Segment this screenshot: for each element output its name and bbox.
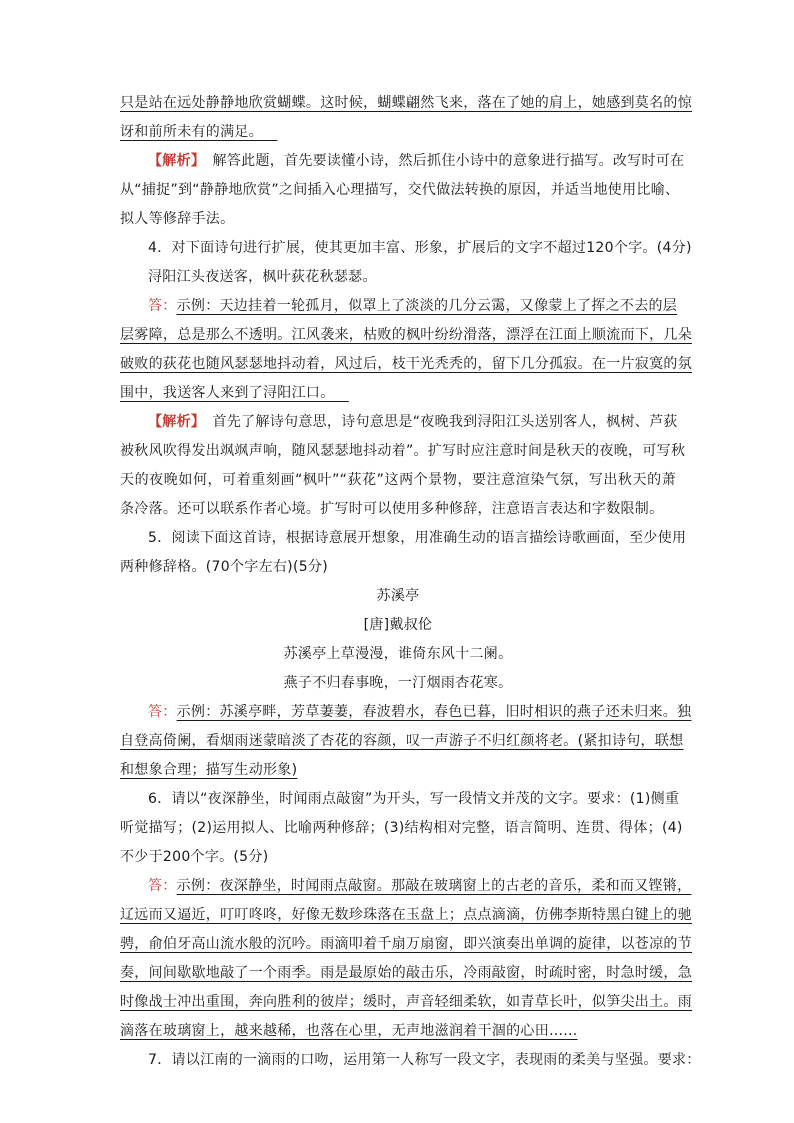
question-6-stem-line-2 bbox=[120, 814, 683, 843]
answer-6-line-1 bbox=[120, 872, 692, 901]
answer-label: 答： bbox=[148, 704, 177, 720]
analysis-3-line-1 bbox=[120, 147, 685, 176]
analysis-text: 首先了解诗句意思，诗句意思是“夜晚我到浔阳江头送别客人，枫树、芦荻 bbox=[212, 414, 678, 430]
answer-4-line-1 bbox=[120, 292, 676, 321]
question-6-stem-line-1 bbox=[120, 785, 680, 814]
answer-text: 骋，俞伯牙高山流水般的沉吟。雨滴叩着千扇万扇窗，即兴演奏出单调的旋律，以苍凉的节 bbox=[120, 936, 692, 952]
answer-5-line-1 bbox=[120, 698, 692, 727]
poem-line-2: 燕子不归春事晚，一汀烟雨杏花寒。 bbox=[283, 675, 513, 691]
answer-text: 自登高倚阑，看烟雨迷蒙暗淡了杏花的容颜，叹一声游子不归红颜将老。(紧扣诗句，联想 bbox=[120, 733, 684, 749]
poem-title: 苏溪亭 bbox=[376, 588, 420, 604]
question-5-stem-line-2 bbox=[120, 553, 676, 582]
question-text: 两种修辞格。(70个字左右)(5分) bbox=[120, 559, 328, 575]
analysis-text: 从“捕捉”到“静静地欣赏”之间插入心理描写，交代做法转换的原因，并适当地使用比喻、 bbox=[120, 182, 680, 198]
question-6-stem-line-3 bbox=[120, 843, 676, 872]
analysis-4-line-4 bbox=[120, 495, 676, 524]
answer-text: 示例：苏溪亭畔，芳草萋萋，春波碧水，春色已暮，旧时相识的燕子还未归来。独 bbox=[176, 704, 692, 720]
question-7-stem-line-1 bbox=[120, 1046, 701, 1075]
question-5-stem-line-1 bbox=[120, 524, 687, 553]
answer-text: 时像战士冲出重围，奔向胜利的彼岸；缓时，声音轻细柔软，如青草长叶，似笋尖出土。雨 bbox=[120, 994, 692, 1010]
answer-label: 答： bbox=[148, 878, 177, 894]
poem-author: [唐]戴叔伦 bbox=[363, 617, 433, 633]
answer-text: 示例：天边挂着一轮孤月，似罩上了淡淡的几分云霭，又像蒙上了挥之不去的层 bbox=[176, 298, 678, 314]
analysis-text: 被秋风吹得发出飒飒声响，随风瑟瑟地抖动着”。扩写时应注意时间是秋天的夜晚，可写秋 bbox=[120, 443, 686, 459]
question-4-stem bbox=[120, 234, 692, 263]
answer-4-line-4 bbox=[120, 379, 676, 408]
analysis-4-line-3 bbox=[120, 466, 676, 495]
answer-6-line-2 bbox=[120, 901, 692, 930]
answer-text: 示例：夜深静坐，时闻雨点敲窗。那敲在玻璃窗上的古老的音乐，柔和而又铿锵， bbox=[176, 878, 692, 894]
answer-6-line-3 bbox=[120, 930, 692, 959]
answer-text: 滴落在玻璃窗上，越来越稀，也落在心里，无声地滋润着干涸的心田…… bbox=[120, 1023, 578, 1039]
question-text: 7．请以江南的一滴雨的口吻，运用第一人称写一段文字，表现雨的柔美与坚强。要求： bbox=[148, 1052, 701, 1068]
question-text: 4．对下面诗句进行扩展，使其更加丰富、形象，扩展后的文字不超过120个字。(4分) bbox=[148, 240, 692, 256]
analysis-tag: 【解析】 bbox=[148, 414, 206, 430]
answer-text: 围中，我送客人来到了浔阳江口。 bbox=[120, 385, 335, 401]
answer-text: 讶和前所未有的满足。 bbox=[120, 124, 263, 140]
answer-text: 奏，间间歇歇地敲了一个雨季。雨是最原始的敲击乐，冷雨敲窗，时疏时密，时急时缓，急 bbox=[120, 965, 692, 981]
answer-5-line-2 bbox=[120, 727, 684, 756]
analysis-3-line-2 bbox=[120, 176, 680, 205]
document-body bbox=[120, 89, 701, 1075]
answer-text: 层雾障，总是那么不透明。江风袭来，枯败的枫叶纷纷滑落，漂浮在江面上顺流而下，几朵 bbox=[120, 327, 692, 343]
analysis-tag: 【解析】 bbox=[148, 153, 206, 169]
answer-continuation-line-2 bbox=[120, 118, 676, 147]
analysis-text: 解答此题，首先要读懂小诗，然后抓住小诗中的意象进行描写。改写时可在 bbox=[212, 153, 685, 169]
question-text: 不少于200个字。(5分) bbox=[120, 849, 269, 865]
poem-line-1: 苏溪亭上草漫漫，谁倚东风十二阑。 bbox=[283, 646, 513, 662]
question-text: 6．请以“夜深静坐，时闻雨点敲窗”为开头，写一段情文并茂的文字。要求：(1)侧重 bbox=[148, 791, 680, 807]
answer-4-line-2 bbox=[120, 321, 692, 350]
answer-text: 破败的荻花也随风瑟瑟地抖动着，风过后，枝干光秃秃的，留下几分孤寂。在一片寂寞的氛 bbox=[120, 356, 692, 372]
poem-line: 浔阳江头夜送客，枫叶荻花秋瑟瑟。 bbox=[148, 269, 377, 285]
question-text: 听觉描写；(2)运用拟人、比喻两种修辞；(3)结构相对完整，语言简明、连贯、得体；(4) bbox=[120, 820, 683, 836]
answer-continuation-line-1 bbox=[120, 89, 692, 118]
analysis-text: 天的夜晚如何，可着重刻画“枫叶”“荻花”这两个景物，要注意渲染气氛，写出秋天的萧 bbox=[120, 472, 676, 488]
answer-6-line-4 bbox=[120, 959, 692, 988]
answer-text: 辽远而又逼近，叮叮咚咚，好像无数珍珠落在玉盘上；点点滴滴，仿佛李斯特黑白键上的驰 bbox=[120, 907, 692, 923]
answer-5-line-3 bbox=[120, 756, 676, 785]
answer-6-line-6 bbox=[120, 1017, 676, 1046]
analysis-text: 拟人等修辞手法。 bbox=[120, 211, 235, 227]
question-text: 5．阅读下面这首诗，根据诗意展开想象，用准确生动的语言描绘诗歌画面，至少使用 bbox=[148, 530, 687, 546]
analysis-4-line-2 bbox=[120, 437, 686, 466]
answer-4-line-3 bbox=[120, 350, 692, 379]
answer-6-line-5 bbox=[120, 988, 692, 1017]
analysis-4-line-1 bbox=[120, 408, 676, 437]
answer-text: 只是站在远处静静地欣赏蝴蝶。这时候，蝴蝶翩然飞来，落在了她的肩上，她感到莫名的惊 bbox=[120, 95, 692, 111]
answer-label: 答： bbox=[148, 298, 177, 314]
answer-text: 和想象合理；描写生动形象) bbox=[120, 762, 298, 778]
analysis-text: 条冷落。还可以联系作者心境。扩写时可以使用多种修辞，注意语言表达和字数限制。 bbox=[120, 501, 664, 517]
analysis-3-line-3 bbox=[120, 205, 676, 234]
question-4-poem-line bbox=[120, 263, 676, 292]
